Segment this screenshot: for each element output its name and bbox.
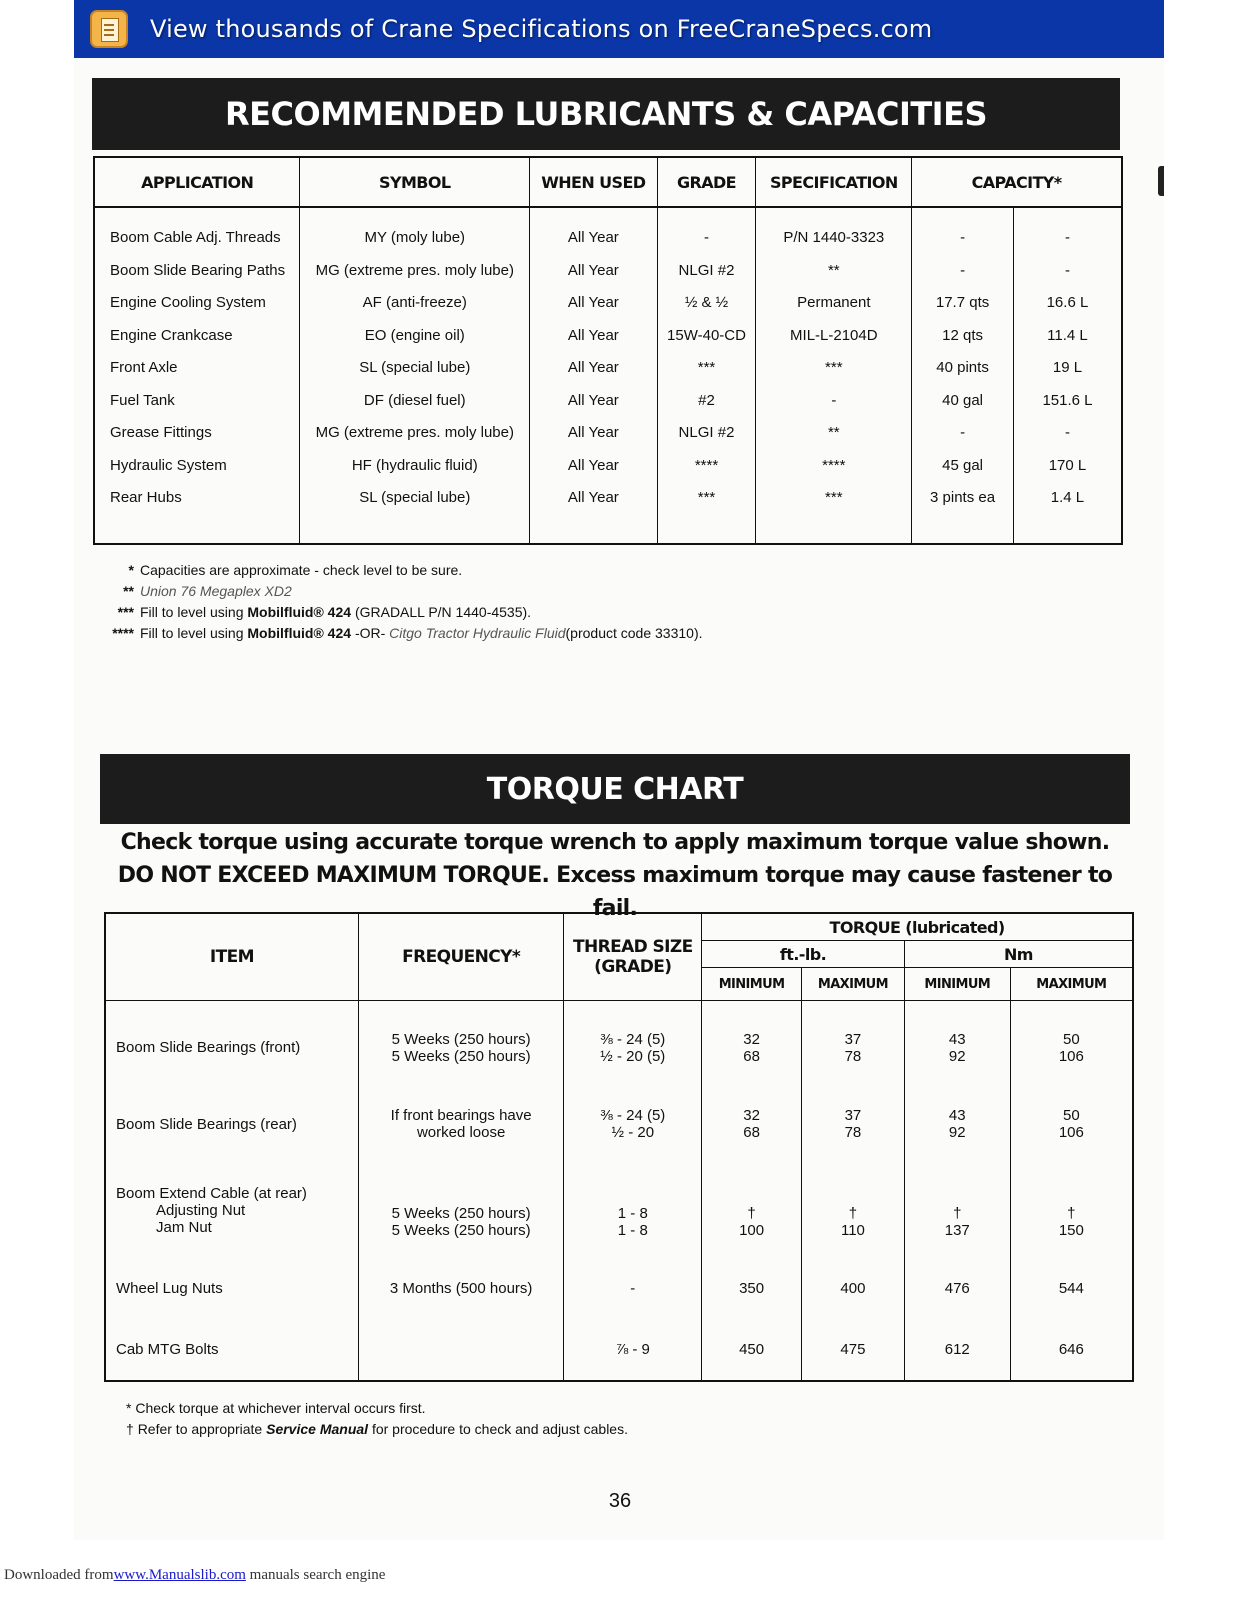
footnote-marker: † [126,1421,134,1437]
table-cell [1010,1001,1133,1086]
cell-line: 92 [948,1124,966,1142]
footer-link[interactable]: www.Manualslib.com [113,1567,246,1583]
header-nm-minimum: MINIMUM [904,968,1010,1001]
table-cell: - [960,229,966,246]
banner-text[interactable]: View thousands of Crane Specifications on FreeCraneSpecs.com [150,15,933,43]
table-cell [1010,1164,1133,1259]
cell-line: 78 [844,1124,862,1142]
footnote [112,623,703,644]
column-symbol [300,207,530,544]
instruction-line: DO NOT EXCEED MAXIMUM TORQUE. Excess maximum torque may cause fastener to fail. [117,863,1113,921]
footnote-text: (GRADALL P/N 1440-4535). [354,604,532,620]
header-ftlb-minimum: MINIMUM [702,968,802,1001]
cell-line: 68 [743,1124,760,1142]
table-cell: 17.7 qts [935,294,990,311]
table-cell [358,1164,564,1259]
cell-line: † [848,1205,858,1223]
footnote-text: (product code 33310). [565,625,703,641]
column-capacity-metric [1013,207,1122,544]
table-cell: NLGI #2 [678,261,735,279]
cell-line: ⅜ - 24 (5) [600,1107,666,1125]
table-cell: 350 [702,1258,802,1318]
table-cell: 450 [702,1319,802,1381]
footnote [126,1398,628,1419]
footnote-marker: * [126,1400,132,1416]
footnote-brand: Mobilfluid® 424 [247,625,352,641]
cell-line: 37 [844,1030,862,1048]
footnote-marker: *** [117,604,134,620]
header-application: APPLICATION [94,157,300,207]
table-cell: Permanent [797,294,871,311]
table-cell: 476 [904,1258,1010,1318]
document-icon [90,10,128,48]
cell-line: 68 [743,1047,760,1065]
cell-line: 92 [948,1047,966,1065]
table-row [105,1319,1133,1381]
footnote-text: Citgo Tractor Hydraulic Fluid [389,625,566,641]
footnote-text: -OR- [354,625,386,641]
footnote-brand: Service Manual [266,1421,369,1437]
table-cell: *** [697,359,716,376]
footnote [112,602,703,623]
header-frequency: FREQUENCY* [358,913,564,1001]
header-nm: Nm [904,941,1133,968]
table-cell: All Year [567,391,619,409]
table-cell: *** [697,489,716,506]
footnote-marker: * [128,562,134,578]
cell-line: 78 [844,1047,862,1065]
table-cell: Engine Cooling System [110,294,266,311]
table-cell [358,1319,564,1381]
torque-table [104,912,1134,1382]
header-thread-size-line: THREAD SIZE [572,937,693,957]
cell-line: ½ - 20 (5) [600,1047,666,1065]
lubricants-header-row [94,157,1122,207]
table-cell: *** [825,489,843,506]
site-banner[interactable] [74,0,1164,58]
cell-line: Boom Extend Cable (at rear) [116,1185,307,1203]
table-cell [564,1001,702,1086]
column-application [94,207,300,544]
table-cell: All Year [567,294,619,311]
table-cell: - [1064,229,1070,246]
cell-line: † [1067,1205,1076,1223]
table-cell [702,1001,802,1086]
table-cell: 544 [1010,1258,1133,1318]
table-cell: Engine Crankcase [110,326,233,344]
table-cell: AF (anti-freeze) [362,294,467,311]
table-cell: P/N 1440-3323 [783,229,885,246]
footnote-text: Check torque at whichever interval occurs first. [135,1400,426,1416]
cell-line: 50 [1062,1107,1080,1125]
table-cell: 11.4 L [1047,326,1088,344]
table-cell: Hydraulic System [110,456,227,474]
table-cell [564,1164,702,1259]
table-cell: Boom Cable Adj. Threads [110,229,281,246]
header-thread-grade-line: (GRADE) [594,957,672,977]
table-cell [702,1164,802,1259]
cell-line: 5 Weeks (250 hours) [391,1222,531,1240]
header-when-used: WHEN USED [530,157,657,207]
header-symbol: SYMBOL [300,157,530,207]
table-cell [802,1164,905,1259]
footnote-text: Fill to level using [140,604,244,620]
cell-line: 150 [1058,1222,1084,1240]
table-cell [105,1164,358,1259]
page-edge-mark [1158,166,1164,196]
table-cell: 475 [802,1319,905,1381]
cell-line: ⅜ - 24 (5) [600,1030,666,1048]
footnote [112,560,703,581]
footnote-marker: ** [123,583,134,599]
table-cell: - [564,1258,702,1318]
cell-line: 50 [1062,1030,1080,1048]
table-cell: Boom Slide Bearings (front) [105,1001,358,1086]
footnote-text: Capacities are approximate - check level to be sure. [140,562,463,578]
table-cell: - [1064,261,1070,279]
cell-line: † [953,1205,962,1223]
cell-line: 137 [944,1222,970,1240]
table-cell: All Year [567,229,619,246]
table-cell: *** [825,359,843,376]
table-cell: Cab MTG Bolts [105,1319,358,1381]
header-item: ITEM [105,913,358,1001]
lubricants-title: RECOMMENDED LUBRICANTS & CAPACITIES [92,78,1120,150]
table-cell: Boom Slide Bearings (rear) [105,1085,358,1164]
table-cell: EO (engine oil) [364,326,465,344]
table-row [105,1164,1133,1259]
header-torque: TORQUE (lubricated) [702,913,1133,941]
cell-line: 106 [1058,1124,1084,1142]
table-cell: #2 [698,391,715,409]
instruction-line: Check torque using accurate torque wrench to apply maximum torque value shown. [120,830,1110,855]
table-cell: 16.6 L [1046,294,1089,311]
table-cell: All Year [567,424,619,441]
cell-line: 5 Weeks (250 hours) [391,1205,531,1223]
cell-line: 32 [743,1030,760,1048]
table-cell: - [960,261,966,279]
cell-line: 37 [844,1107,862,1125]
header-ftlb: ft.-lb. [702,941,905,968]
footer [4,1567,385,1584]
table-row [105,1085,1133,1164]
cell-line: 5 Weeks (250 hours) [391,1030,531,1048]
table-cell: - [703,229,709,246]
cell-line: 110 [840,1222,865,1240]
header-grade: GRADE [657,157,756,207]
table-cell: - [960,424,966,441]
table-cell [802,1001,905,1086]
table-cell: 3 Months (500 hours) [358,1258,564,1318]
table-row [105,1001,1133,1086]
column-grade [657,207,756,544]
table-cell: All Year [567,359,619,376]
cell-line: Jam Nut [156,1219,212,1237]
table-cell: 3 pints ea [930,489,996,506]
table-cell: SL (special lube) [359,359,471,376]
lubricants-table [93,156,1123,545]
table-cell: 170 L [1048,456,1087,474]
cell-line: 1 - 8 [617,1205,648,1223]
table-cell: All Year [567,261,619,279]
table-cell: 151.6 L [1042,391,1093,409]
table-cell: 15W-40-CD [667,326,746,344]
cell-line: 43 [948,1030,966,1048]
table-cell: 12 qts [942,326,983,344]
footer-text: manuals search engine [249,1567,386,1583]
table-cell [904,1085,1010,1164]
header-thread-size [564,913,702,1001]
table-cell: ½ & ½ [684,294,729,311]
cell-line: † [747,1205,756,1223]
lubricants-body [94,207,1122,544]
table-cell [904,1001,1010,1086]
torque-footnotes [126,1398,628,1440]
cell-line: 32 [743,1107,760,1125]
cell-line: 1 - 8 [617,1222,648,1240]
table-cell: All Year [567,489,619,506]
lubricants-footnotes [112,560,703,644]
column-capacity-imperial [912,207,1014,544]
table-cell: DF (diesel fuel) [363,391,466,409]
table-cell: - [1064,424,1070,441]
footnote [112,581,703,602]
header-capacity: CAPACITY* [912,157,1122,207]
header-specification: SPECIFICATION [756,157,912,207]
table-cell: 40 gal [942,391,983,409]
table-cell: 1.4 L [1050,489,1085,506]
table-cell: Fuel Tank [110,391,175,409]
table-cell: **** [694,456,719,474]
table-cell: ⅞ - 9 [564,1319,702,1381]
table-cell [802,1085,905,1164]
table-row [105,1258,1133,1318]
table-cell: ** [827,424,840,441]
table-cell: 612 [904,1319,1010,1381]
header-ftlb-maximum: MAXIMUM [802,968,905,1001]
table-cell: All Year [567,326,619,344]
cell-line: Adjusting Nut [156,1202,246,1220]
table-cell [904,1164,1010,1259]
footnote-brand: Mobilfluid® 424 [247,604,352,620]
torque-instructions [100,826,1130,925]
torque-header-row [105,913,1133,941]
footnote-marker: **** [112,625,134,641]
cell-line: ½ - 20 [611,1124,655,1142]
column-when-used [530,207,657,544]
table-cell: - [831,391,837,409]
cell-line: worked loose [416,1124,506,1142]
table-cell: MG (extreme pres. moly lube) [315,261,514,279]
table-cell: 45 gal [942,456,983,474]
cell-line: 5 Weeks (250 hours) [391,1047,531,1065]
footnote [126,1419,628,1440]
table-cell: Wheel Lug Nuts [105,1258,358,1318]
table-cell: All Year [567,456,619,474]
table-cell: 646 [1010,1319,1133,1381]
table-cell: ** [827,261,840,279]
table-cell [1010,1085,1133,1164]
footnote-text: Union 76 Megaplex XD2 [140,583,292,599]
cell-line: 106 [1058,1047,1084,1065]
footnote-text: Refer to appropriate [137,1421,263,1437]
table-cell: 400 [802,1258,905,1318]
table-cell: Rear Hubs [110,489,182,506]
table-cell [358,1001,564,1086]
table-cell: SL (special lube) [359,489,471,506]
table-cell: Front Axle [110,359,178,376]
table-cell [702,1085,802,1164]
footer-text: Downloaded from [4,1567,114,1583]
table-cell: MY (moly lube) [364,229,466,246]
cell-line: 100 [739,1222,765,1240]
table-cell: Grease Fittings [110,424,212,441]
table-cell: MIL-L-2104D [790,326,878,344]
page-number: 36 [608,1490,632,1512]
table-cell [564,1085,702,1164]
table-cell: **** [822,456,846,474]
table-cell: NLGI #2 [678,424,735,441]
table-cell: MG (extreme pres. moly lube) [315,424,514,441]
table-cell [358,1085,564,1164]
header-nm-maximum: MAXIMUM [1010,968,1133,1001]
table-cell: HF (hydraulic fluid) [351,456,478,474]
cell-line: If front bearings have [390,1107,532,1125]
torque-title: TORQUE CHART [100,754,1130,824]
footnote-text: Fill to level using [140,625,244,641]
table-cell: 19 L [1052,359,1083,376]
table-cell: Boom Slide Bearing Paths [110,261,286,279]
column-specification [756,207,912,544]
footnote-text: for procedure to check and adjust cables. [371,1421,628,1437]
cell-line: 43 [948,1107,966,1125]
table-cell: 40 pints [936,359,989,376]
